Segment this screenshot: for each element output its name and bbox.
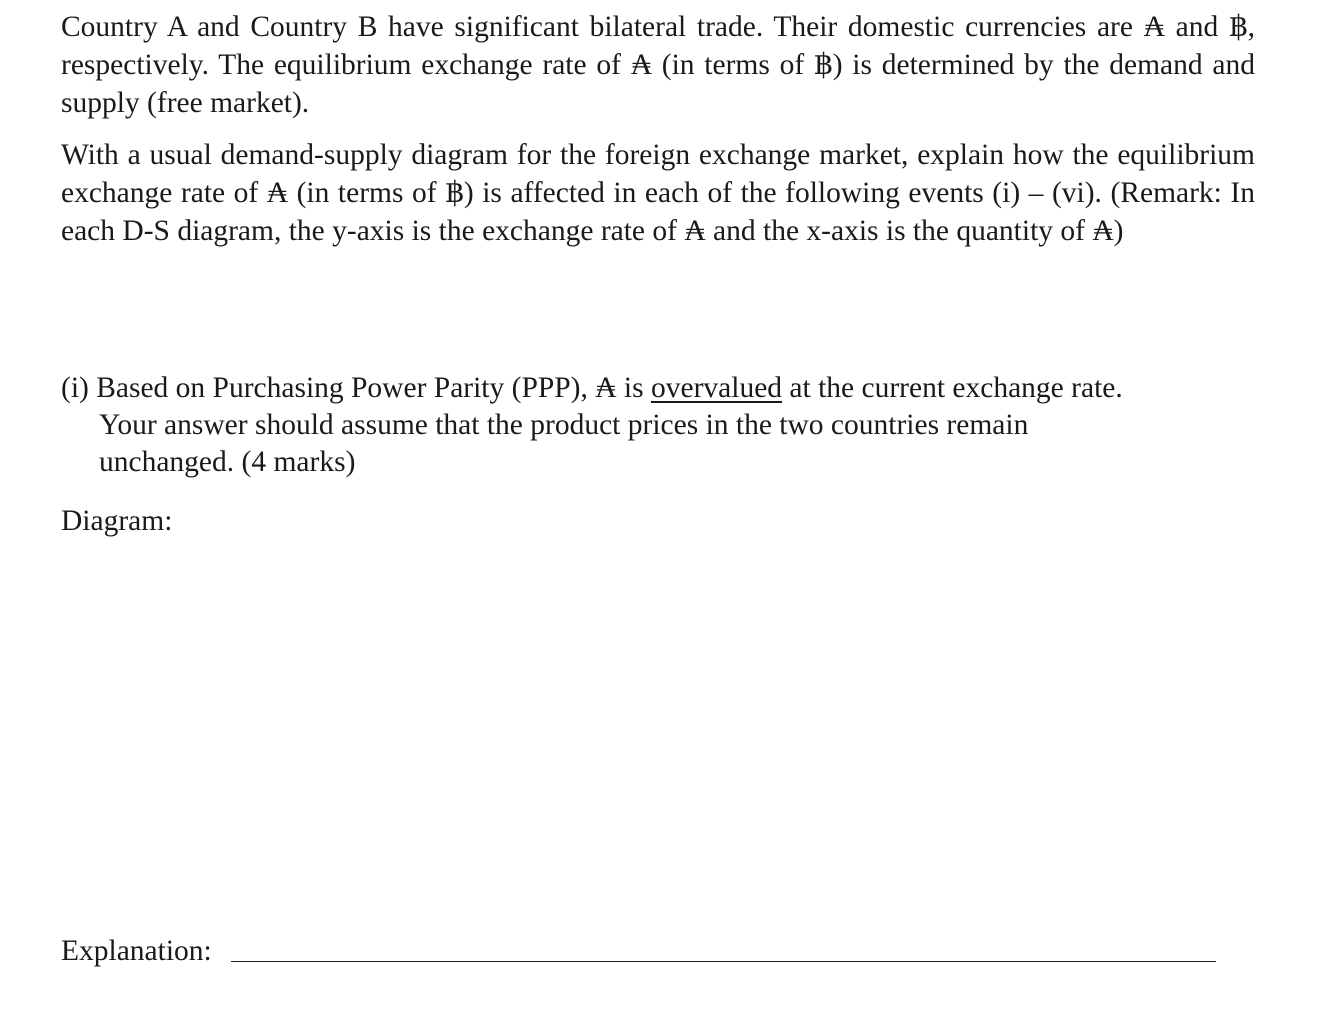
- question-line-3: unchanged. (4 marks): [99, 446, 356, 478]
- diagram-label: Diagram:: [61, 505, 173, 537]
- diagram-answer-space[interactable]: [61, 545, 1255, 920]
- intro-section: [61, 8, 1255, 250]
- question-line-1-end: at the current exchange rate.: [782, 372, 1123, 404]
- explanation-answer-line[interactable]: [231, 961, 1216, 962]
- question-i: [61, 370, 1255, 481]
- explanation-label: Explanation:: [61, 935, 212, 967]
- question-line-1-start: (i) Based on Purchasing Power Parity (PPP), ₳ is: [61, 372, 651, 404]
- intro-paragraph-1: Country A and Country B have significant bilateral trade. Their domestic currencies are ₳ and ฿, respectively. The equilibrium exchange rate of ₳ (in terms of ฿) is determined by the demand and supply (free market).: [61, 11, 1255, 119]
- intro-paragraph-2: With a usual demand-supply diagram for the foreign exchange market, explain how the equilibrium exchange rate of ₳ (in terms of ฿) is affected in each of the following events (i) – (vi). (Remark: In each D-S diagram, the y-axis is the exchange rate of ₳ and the x-axis is the quantity of ₳): [61, 139, 1255, 247]
- question-line-2: Your answer should assume that the product prices in the two countries remain: [99, 409, 1029, 441]
- overvalued-emphasis: overvalued: [650, 372, 783, 404]
- question-line-1: [61, 370, 1255, 407]
